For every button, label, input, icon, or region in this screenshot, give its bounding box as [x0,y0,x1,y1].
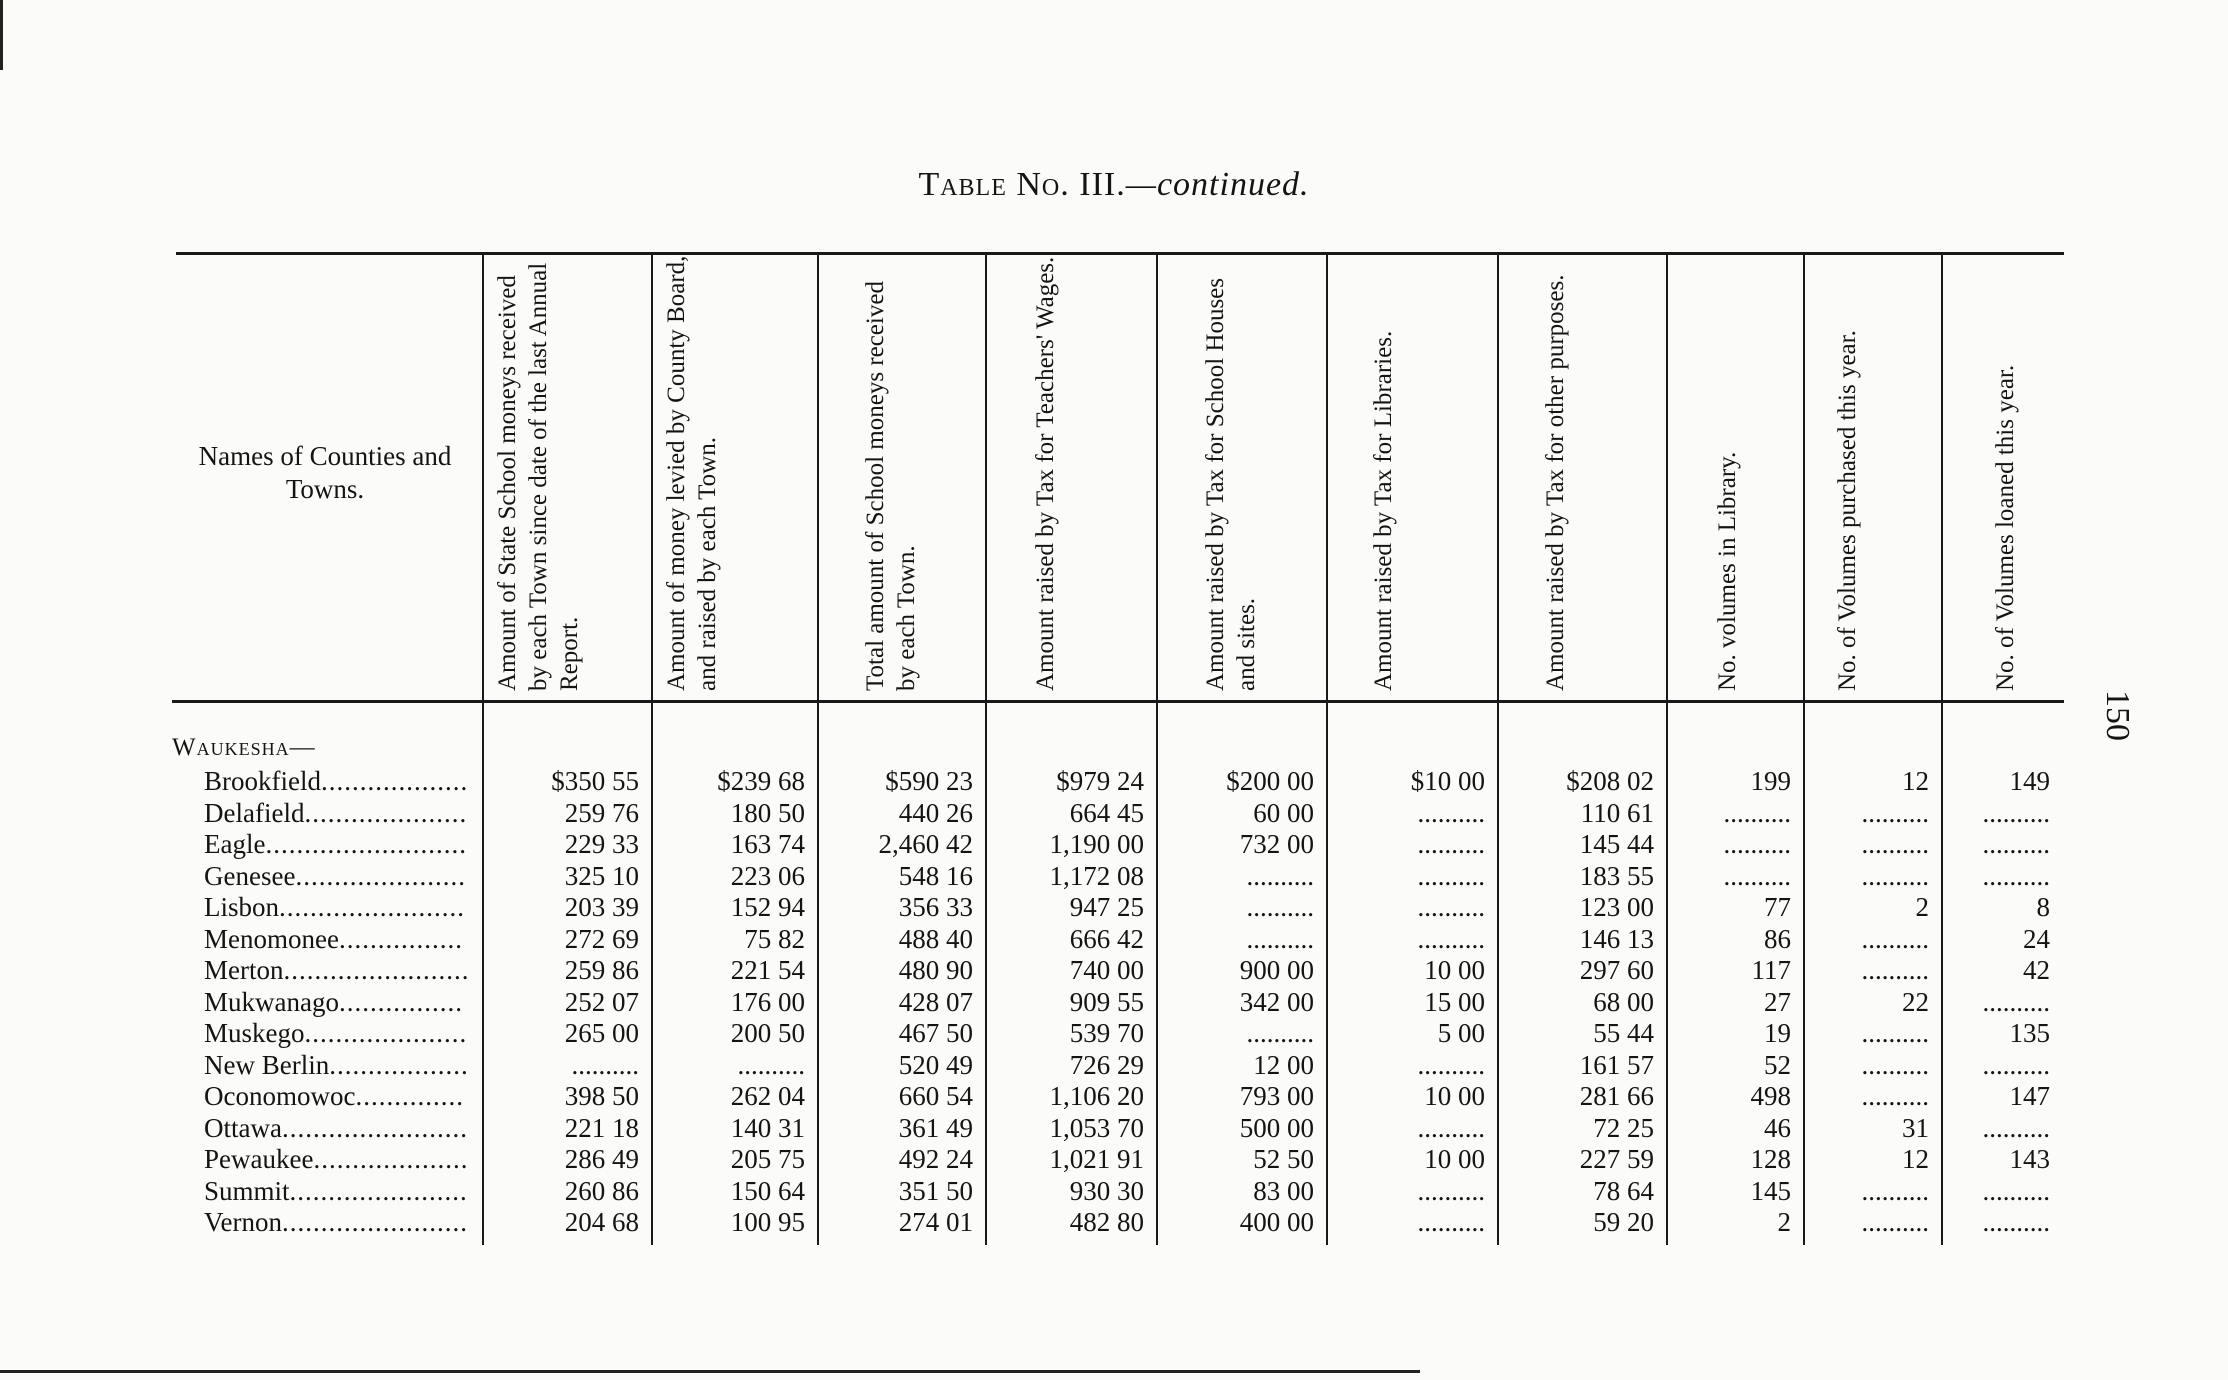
table-cell: .......... [1861,797,1929,828]
table-cell: .......... [1723,797,1791,828]
table-cell: 400 00 [1239,1207,1314,1238]
town-name-text: Delafield [204,797,305,828]
leader-dots: .................. [329,1049,469,1080]
table-cell: 467 50 [898,1018,973,1049]
table-cell: 259 86 [564,955,639,986]
town-name [170,924,482,956]
table-cell: 252 07 [564,986,639,1017]
table-cell: 149 [2009,766,2050,797]
table-cell: 5 00 [1437,1018,1485,1049]
table-row [170,861,2062,893]
table-row [170,1207,2062,1239]
town-name-text: Ottawa [204,1112,282,1143]
table-cell: 947 25 [1069,892,1144,923]
table-cell: .......... [1417,860,1485,891]
table-cell: 1,106 20 [1049,1081,1144,1112]
leader-dots: ................... [320,766,469,797]
town-name [170,955,482,987]
table-cell: 145 44 [1579,829,1654,860]
table-cell: 152 94 [730,892,805,923]
table-row [170,798,2062,830]
header-names-of-counties: Names of Counties and Towns. [198,441,452,504]
town-name-text: Vernon [204,1207,282,1238]
table-cell: .......... [1723,829,1791,860]
table-cell: .......... [1982,860,2050,891]
table-cell: .......... [1982,797,2050,828]
table-cell: 520 49 [898,1049,973,1080]
table-cell: 351 50 [898,1175,973,1206]
table-cell: 500 00 [1239,1112,1314,1143]
table-cell: 145 [1750,1175,1791,1206]
table-cell: .......... [1861,1081,1929,1112]
table-cell: 12 [1902,766,1929,797]
table-cell: .......... [1982,829,2050,860]
header-bottom-rule [172,700,2064,703]
town-name-text: Mukwanago [204,986,339,1017]
table-cell: 398 50 [564,1081,639,1112]
leader-dots: ................ [338,986,463,1017]
table-cell: .......... [1246,923,1314,954]
town-name [170,829,482,861]
table-cell: 227 59 [1579,1144,1654,1175]
header-state-school-moneys: Amount of State School moneys received by each Town since date of the last Annual Report. [494,262,583,691]
page-edge-rule [0,0,3,70]
table-cell: 1,053 70 [1049,1112,1144,1143]
town-name [170,987,482,1019]
table-row [170,1018,2062,1050]
table-cell: 2 [1777,1207,1791,1238]
table-cell: 342 00 [1239,986,1314,1017]
table-row [170,987,2062,1019]
table-cell: .......... [1417,1049,1485,1080]
table-cell: 19 [1764,1018,1791,1049]
table-row [170,829,2062,861]
table-cell: 27 [1764,986,1791,1017]
table-cell: .......... [1861,1049,1929,1080]
table-cell: 539 70 [1069,1018,1144,1049]
table-cell: 259 76 [564,797,639,828]
table-cell: 286 49 [564,1144,639,1175]
header-total-school-moneys: Total amount of School moneys received by each Town. [862,281,920,691]
table-cell: .......... [1982,1207,2050,1238]
table-cell: .......... [1417,829,1485,860]
table-cell: 274 01 [898,1207,973,1238]
table-cell: 356 33 [898,892,973,923]
table-cell: 22 [1902,986,1929,1017]
table-cell: 221 54 [730,955,805,986]
table-cell: 78 64 [1593,1175,1654,1206]
table-cell: 488 40 [898,923,973,954]
table-cell: 909 55 [1069,986,1144,1017]
table-cell: .......... [1723,860,1791,891]
table-cell: 272 69 [564,923,639,954]
leader-dots: .......................... [265,829,467,860]
table-row [170,1144,2062,1176]
table-cell: 297 60 [1579,955,1654,986]
town-name-text: Lisbon [204,892,280,923]
table-cell: 150 64 [730,1175,805,1206]
table-row [170,1050,2062,1082]
table-cell: 147 [2009,1081,2050,1112]
table-cell: 128 [1750,1144,1791,1175]
data-table [170,766,2062,1239]
table-cell: 200 50 [730,1018,805,1049]
table-cell: 492 24 [898,1144,973,1175]
town-name [170,1018,482,1050]
table-cell: .......... [1982,1049,2050,1080]
town-name [170,1207,482,1239]
table-cell: $200 00 [1226,766,1314,797]
table-cell: 10 00 [1424,1144,1485,1175]
table-cell: 72 25 [1593,1112,1654,1143]
table-cell: 1,172 08 [1049,860,1144,891]
table-cell: 199 [1750,766,1791,797]
table-cell: 223 06 [730,860,805,891]
leader-dots: .................... [313,1144,469,1175]
town-name-text: Genesee [204,860,296,891]
town-name [170,1144,482,1176]
table-cell: 498 [1750,1081,1791,1112]
table-cell: 660 54 [898,1081,973,1112]
table-cell: .......... [1861,860,1929,891]
table-row [170,924,2062,956]
header-volumes-purchased: No. of Volumes purchased this year. [1834,330,1861,691]
leader-dots: ........................ [281,1112,468,1143]
town-name [170,1113,482,1145]
table-cell: .......... [1861,1175,1929,1206]
table-cell: 77 [1764,892,1791,923]
table-cell: 229 33 [564,829,639,860]
leader-dots: ................ [338,923,463,954]
table-cell: 12 00 [1253,1049,1314,1080]
table-cell: 205 75 [730,1144,805,1175]
town-name-text: New Berlin [204,1049,330,1080]
table-title [0,166,2228,204]
table-cell: .......... [1246,892,1314,923]
table-cell: 176 00 [730,986,805,1017]
table-cell: 793 00 [1239,1081,1314,1112]
table-cell: 8 [2036,892,2050,923]
page-number: 150 [2099,690,2136,741]
table-cell: 117 [1751,955,1791,986]
table-cell: 930 30 [1069,1175,1144,1206]
table-cell: 15 00 [1424,986,1485,1017]
table-cell: 262 04 [730,1081,805,1112]
table-cell: 1,021 91 [1049,1144,1144,1175]
table-cell: .......... [1417,1207,1485,1238]
table-cell: 260 86 [564,1175,639,1206]
page-bottom-rule [0,1370,1420,1373]
header-top-rule [176,252,2064,255]
table-cell: 10 00 [1424,955,1485,986]
table-cell: .......... [1417,892,1485,923]
table-cell: .......... [1982,986,2050,1017]
header-volumes-in-library: No. volumes in Library. [1714,451,1741,691]
table-row [170,1113,2062,1145]
table-cell: 86 [1764,923,1791,954]
table-cell: .......... [1246,1018,1314,1049]
header-money-levied: Amount of money levied by County Board, and raised by each Town. [663,255,721,691]
table-cell: 110 61 [1580,797,1654,828]
title-continued: —continued. [1125,166,1310,203]
table-cell: .......... [737,1049,805,1080]
town-name [170,861,482,893]
table-row [170,766,2062,798]
table-cell: 1,190 00 [1049,829,1144,860]
table-cell: $590 23 [885,766,973,797]
table-cell: 740 00 [1069,955,1144,986]
town-name [170,798,482,830]
table-cell: .......... [1417,923,1485,954]
table-cell: 900 00 [1239,955,1314,986]
header-volumes-loaned: No. of Volumes loaned this year. [1992,364,2019,691]
table-cell: .......... [571,1049,639,1080]
town-name-text: Brookfield [204,766,321,797]
header-tax-school-houses: Amount raised by Tax for School Houses and sites. [1202,277,1260,691]
table-cell: 183 55 [1579,860,1654,891]
table-cell: 12 [1902,1144,1929,1175]
table-cell: 52 [1764,1049,1791,1080]
leader-dots: .............. [355,1081,464,1112]
header-tax-teachers-wages: Amount raised by Tax for Teachers' Wages. [1032,256,1059,691]
table-cell: 325 10 [564,860,639,891]
table-row [170,1081,2062,1113]
table-cell: 666 42 [1069,923,1144,954]
table-cell: 143 [2009,1144,2050,1175]
table-cell: 10 00 [1424,1081,1485,1112]
table-cell: 732 00 [1239,829,1314,860]
county-name: Waukesha— [172,734,316,761]
table-cell: .......... [1861,1207,1929,1238]
table-cell: $350 55 [551,766,639,797]
table-cell: $208 02 [1566,766,1654,797]
table-cell: 52 50 [1253,1144,1314,1175]
town-name [170,766,482,798]
table-cell: 55 44 [1593,1018,1654,1049]
town-name-text: Eagle [204,829,266,860]
table-cell: .......... [1982,1112,2050,1143]
town-name-text: Oconomowoc [204,1081,356,1112]
table-cell: 75 82 [744,923,805,954]
table-cell: 2 [1915,892,1929,923]
table-cell: 482 80 [1069,1207,1144,1238]
leader-dots: ........................ [279,892,466,923]
table-row [170,1176,2062,1208]
leader-dots: ..................... [304,797,468,828]
header-tax-other-purposes: Amount raised by Tax for other purposes. [1542,274,1569,691]
table-cell: $979 24 [1056,766,1144,797]
header-tax-libraries: Amount raised by Tax for Libraries. [1370,330,1397,691]
table-cell: .......... [1982,1175,2050,1206]
title-main: Table No. III. [918,166,1126,203]
town-name-text: Menomonee [204,923,339,954]
table-cell: 161 57 [1579,1049,1654,1080]
table-cell: .......... [1417,1112,1485,1143]
table-cell: 123 00 [1579,892,1654,923]
table-cell: $10 00 [1410,766,1485,797]
table-row [170,892,2062,924]
table-cell: .......... [1861,955,1929,986]
table-cell: 83 00 [1253,1175,1314,1206]
table-cell: 2,460 42 [878,829,973,860]
table-cell: 361 49 [898,1112,973,1143]
table-cell: .......... [1861,829,1929,860]
town-name-text: Muskego [204,1018,305,1049]
table-cell: .......... [1861,923,1929,954]
table-cell: 204 68 [564,1207,639,1238]
town-name [170,1081,482,1113]
table-cell: 480 90 [898,955,973,986]
table-cell: 146 13 [1579,923,1654,954]
table-cell: 24 [2023,923,2050,954]
table-cell: 31 [1902,1112,1929,1143]
table-cell: 68 00 [1593,986,1654,1017]
table-cell: 203 39 [564,892,639,923]
table-cell: .......... [1246,860,1314,891]
town-name [170,1176,482,1208]
leader-dots: ........................ [281,1207,468,1238]
table-cell: $239 68 [717,766,805,797]
table-row [170,955,2062,987]
leader-dots: ..................... [304,1018,468,1049]
table-cell: 265 00 [564,1018,639,1049]
table-cell: 428 07 [898,986,973,1017]
table-cell: 440 26 [898,797,973,828]
table-cell: 42 [2023,955,2050,986]
table-cell: 140 31 [730,1112,805,1143]
table-cell: 59 20 [1593,1207,1654,1238]
town-name [170,1050,482,1082]
town-name [170,892,482,924]
table-cell: 281 66 [1579,1081,1654,1112]
table-cell: .......... [1417,1175,1485,1206]
town-name-text: Merton [204,955,284,986]
table-cell: 60 00 [1253,797,1314,828]
table-cell: 163 74 [730,829,805,860]
table-cell: 664 45 [1069,797,1144,828]
town-name-text: Summit [204,1175,290,1206]
leader-dots: ........................ [283,955,470,986]
table-cell: 180 50 [730,797,805,828]
table-cell: .......... [1417,797,1485,828]
town-name-text: Pewaukee [204,1144,314,1175]
table-cell: 135 [2009,1018,2050,1049]
table-cell: 46 [1764,1112,1791,1143]
table-cell: .......... [1861,1018,1929,1049]
table-cell: 100 95 [730,1207,805,1238]
table-cell: 726 29 [1069,1049,1144,1080]
table-cell: 548 16 [898,860,973,891]
table-cell: 221 18 [564,1112,639,1143]
leader-dots: ....................... [289,1175,468,1206]
leader-dots: ...................... [295,860,466,891]
